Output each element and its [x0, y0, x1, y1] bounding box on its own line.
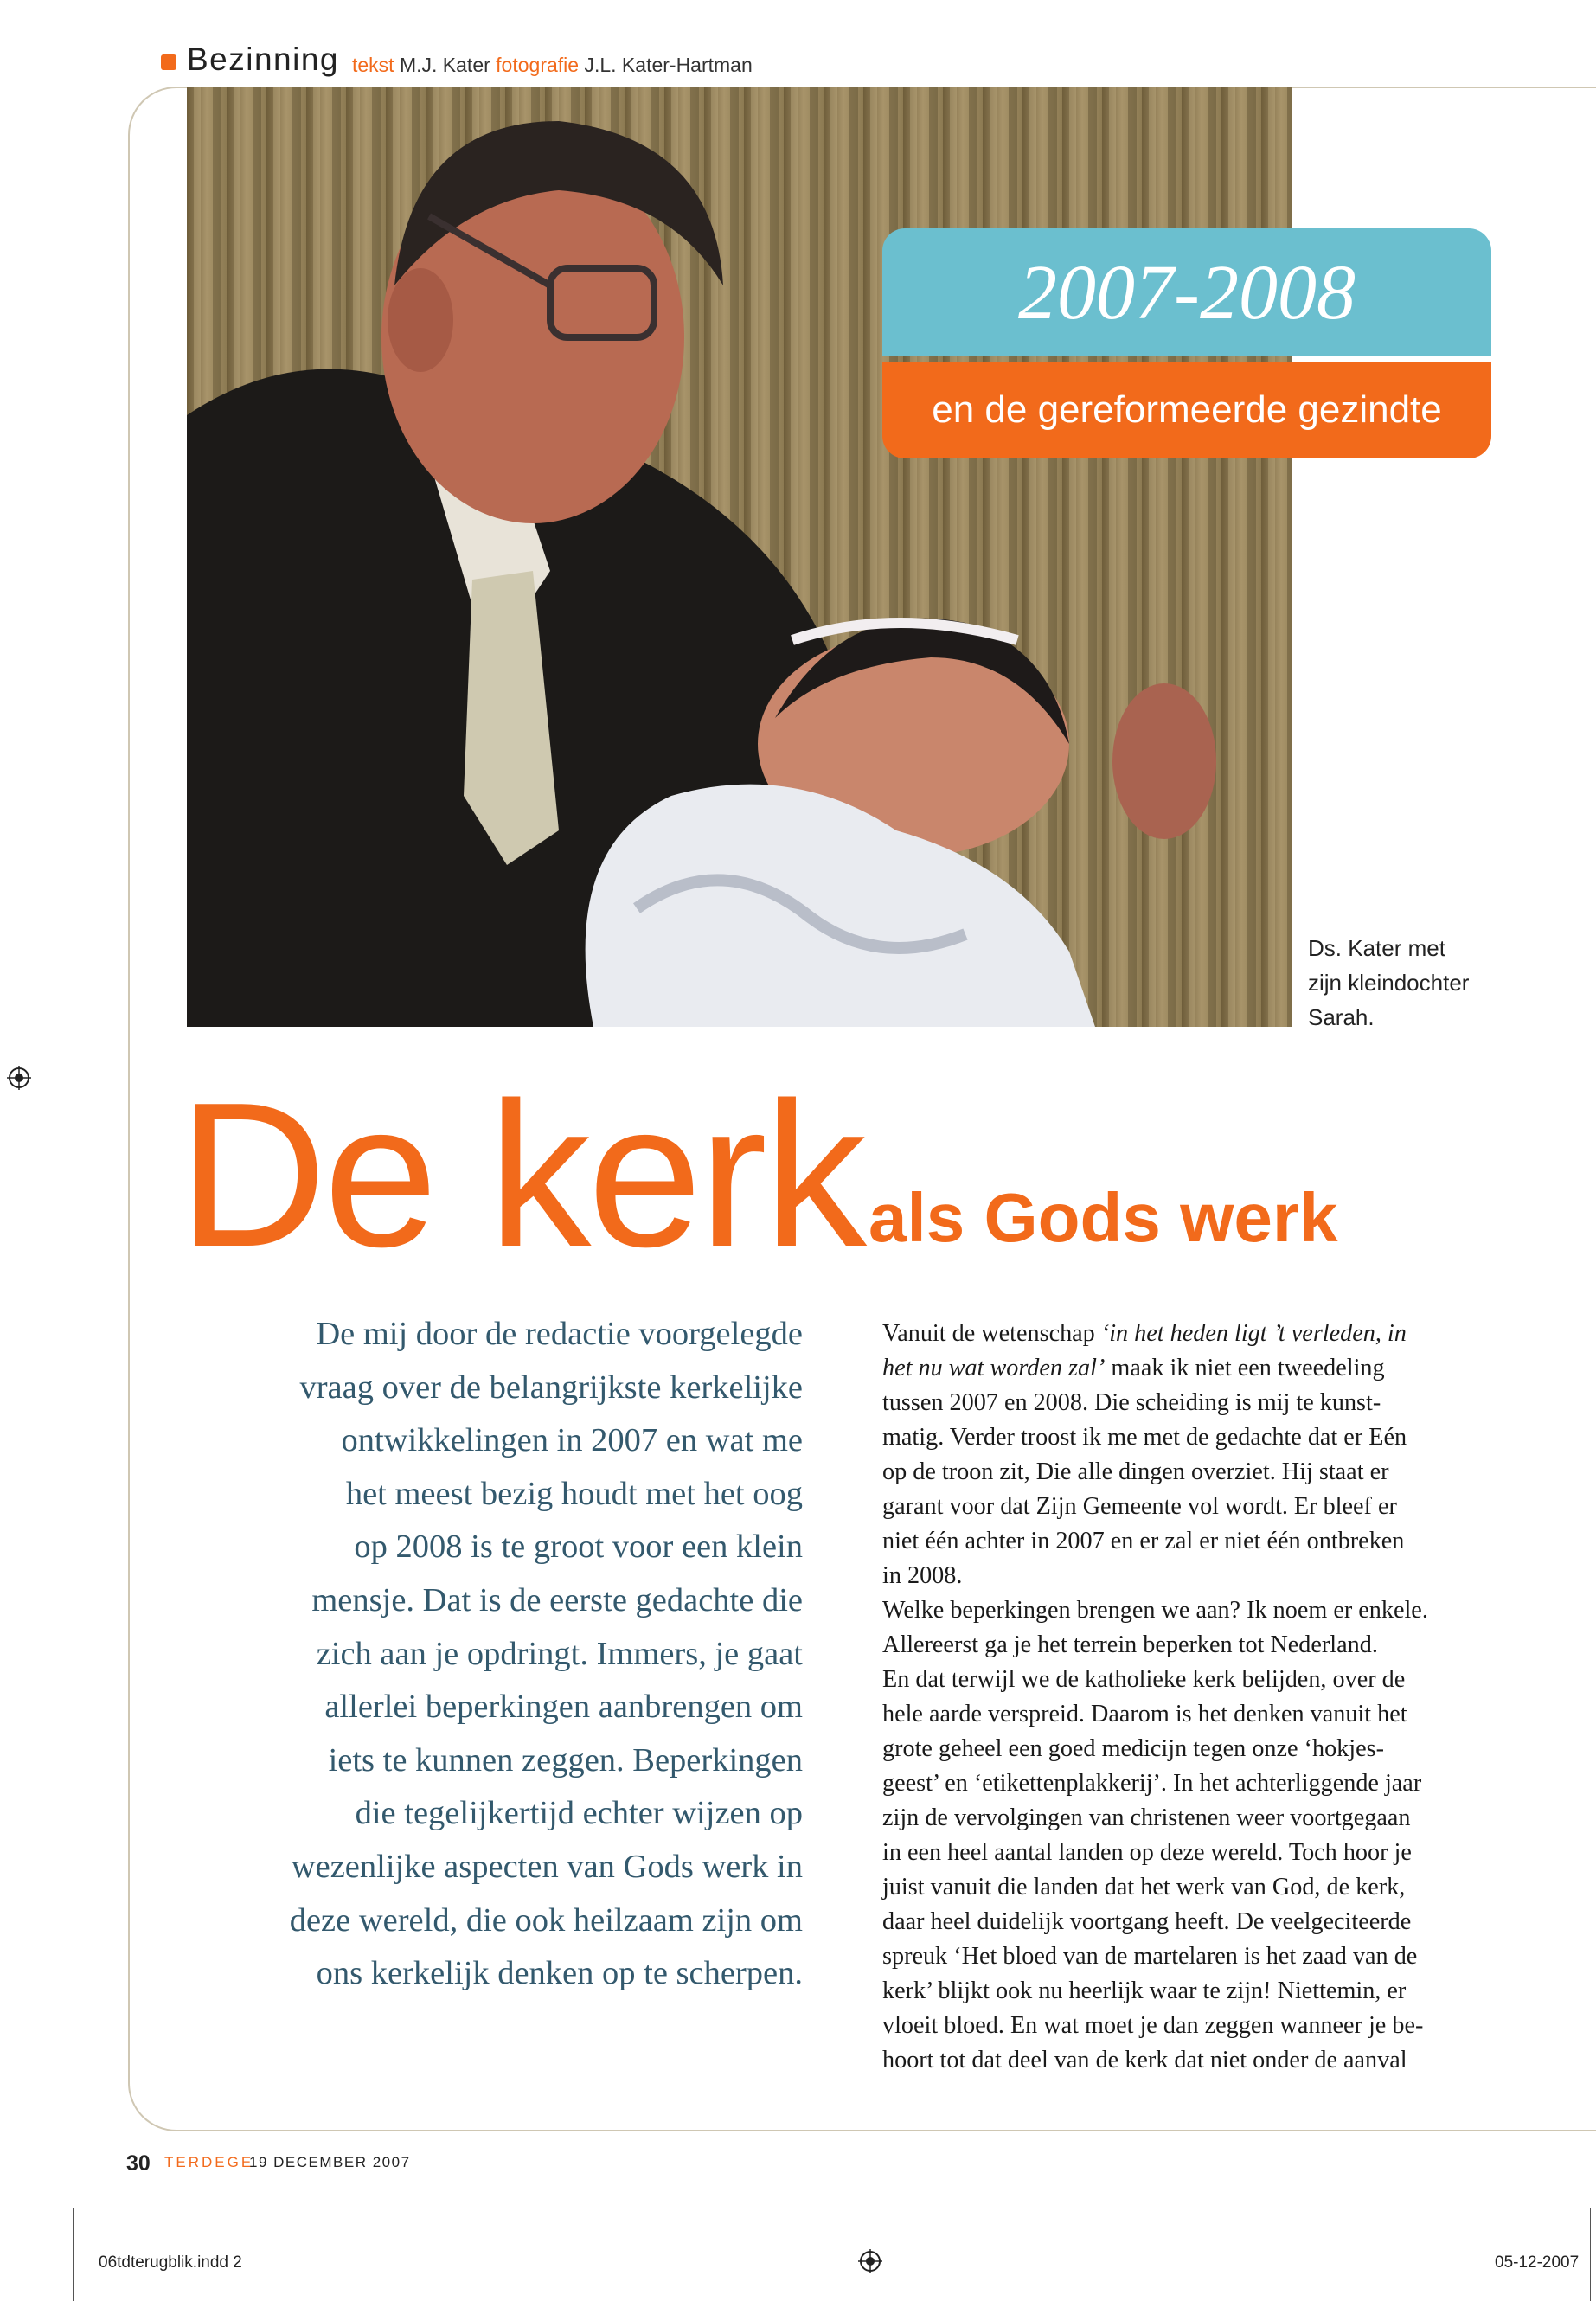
intro-line: De mij door de redactie voorgelegde: [316, 1316, 803, 1352]
issue-date: 19 DECEMBER 2007: [249, 2154, 411, 2170]
body-line: in een heel aantal landen op deze wereld. Toch hoor je: [882, 1839, 1412, 1866]
caption-line: zijn kleindochter: [1308, 970, 1470, 996]
crop-mark: [1590, 2208, 1591, 2301]
body-line: garant voor dat Zijn Gemeente vol wordt. Er bleef er: [882, 1493, 1397, 1520]
credits: [352, 54, 753, 77]
body-line: tussen 2007 en 2008. Die scheiding is mij te kunst-: [882, 1389, 1381, 1416]
text-credit-label: tekst: [352, 54, 394, 76]
intro-line: zich aan je opdringt. Immers, je gaat: [316, 1635, 803, 1672]
caption-line: Ds. Kater met: [1308, 935, 1445, 961]
year-title: 2007-2008: [1018, 249, 1356, 336]
body-fragment: maak ik niet een tweedeling: [1105, 1355, 1385, 1381]
intro-line: vraag over de belangrijkste kerkelijke: [299, 1368, 803, 1406]
intro-line: iets te kunnen zeggen. Beperkingen: [328, 1741, 803, 1779]
intro-line: wezenlijke aspecten van Gods werk in: [291, 1848, 803, 1885]
body-line: daar heel duidelijk voortgang heeft. De veelgeciteerde: [882, 1908, 1412, 1935]
section-marker: [161, 54, 176, 70]
body-line: vloeit bloed. En wat moet je dan zeggen wanneer je be-: [882, 2012, 1424, 2039]
slug-filename: 06tdterugblik.indd 2: [99, 2253, 242, 2272]
body-line: op de troon zit, Die alle dingen overziet. Hij staat er: [882, 1458, 1389, 1485]
registration-mark-icon: [858, 2249, 882, 2273]
subtitle-banner: [882, 362, 1491, 458]
intro-line: ontwikkelingen in 2007 en wat me: [341, 1422, 803, 1459]
registration-mark-icon: [7, 1066, 31, 1090]
intro-line: op 2008 is te groot voor een klein: [354, 1529, 803, 1566]
body-line: hele aarde verspreid. Daarom is het denken vanuit het: [882, 1701, 1407, 1727]
body-line: niet één achter in 2007 en er zal er niet één ontbreken: [882, 1528, 1405, 1554]
slug-date: 05-12-2007: [1495, 2253, 1580, 2272]
body-line: zijn de vervolgingen van christenen weer voortgegaan: [882, 1804, 1411, 1831]
section-label: Bezinning: [187, 42, 340, 77]
body-line: Welke beperkingen brengen we aan? Ik noem er enkele.: [882, 1597, 1428, 1624]
year-banner: [882, 228, 1491, 356]
crop-mark: [73, 2208, 74, 2301]
body-quote: het nu wat worden zal’: [882, 1355, 1106, 1381]
publication-name: TERDEGE: [164, 2154, 254, 2170]
photographer-name: J.L. Kater-Hartman: [584, 54, 753, 76]
body-quote: ‘in het heden ligt ’t verleden, in: [1100, 1320, 1407, 1347]
body-line: in 2008.: [882, 1562, 963, 1589]
body-line: Allereerst ga je het terrein beperken tot Nederland.: [882, 1631, 1378, 1658]
body-line: spreuk ‘Het bloed van de martelaren is het zaad van de: [882, 1943, 1418, 1970]
photo-caption: [1308, 931, 1524, 1035]
body-line: kerk’ blijkt ook nu heerlijk waar te zijn! Niettemin, er: [882, 1977, 1407, 2004]
body-text: [882, 1317, 1522, 2078]
intro-line: ons kerkelijk denken op te scherpen.: [316, 1955, 803, 1992]
subtitle-text: en de gereformeerde gezindte: [932, 388, 1442, 431]
body-line: [882, 1317, 1522, 1351]
page-number: 30: [126, 2151, 151, 2176]
intro-line: het meest bezig houdt met het oog: [345, 1475, 803, 1512]
body-fragment: Vanuit de wetenschap: [882, 1320, 1101, 1347]
intro-paragraph: [208, 1308, 803, 2001]
body-line: geest’ en ‘etikettenplakkerij’. In het achterliggende jaar: [882, 1770, 1422, 1797]
body-line: juist vanuit die landen dat het werk van God, de kerk,: [882, 1874, 1406, 1900]
headline-main: De kerk: [178, 1061, 863, 1290]
intro-line: allerlei beperkingen aanbrengen om: [324, 1689, 803, 1726]
body-line: grote geheel een goed medicijn tegen onze ‘hokjes-: [882, 1735, 1384, 1762]
intro-line: mensje. Dat is de eerste gedachte die: [311, 1581, 803, 1618]
caption-line: Sarah.: [1308, 1004, 1375, 1030]
headline-sub: als Gods werk: [869, 1179, 1338, 1256]
body-line: hoort tot dat deel van de kerk dat niet onder de aanval: [882, 2047, 1407, 2073]
photo-credit-label: fotografie: [496, 54, 580, 76]
body-line: En dat terwijl we de katholieke kerk belijden, over de: [882, 1666, 1406, 1693]
author-name: M.J. Kater: [399, 54, 490, 76]
intro-line: deze wereld, die ook heilzaam zijn om: [289, 1901, 803, 1939]
body-line: [882, 1351, 1522, 1386]
body-line: matig. Verder troost ik me met de gedachte dat er Eén: [882, 1424, 1407, 1451]
intro-line: die tegelijkertijd echter wijzen op: [355, 1795, 803, 1832]
